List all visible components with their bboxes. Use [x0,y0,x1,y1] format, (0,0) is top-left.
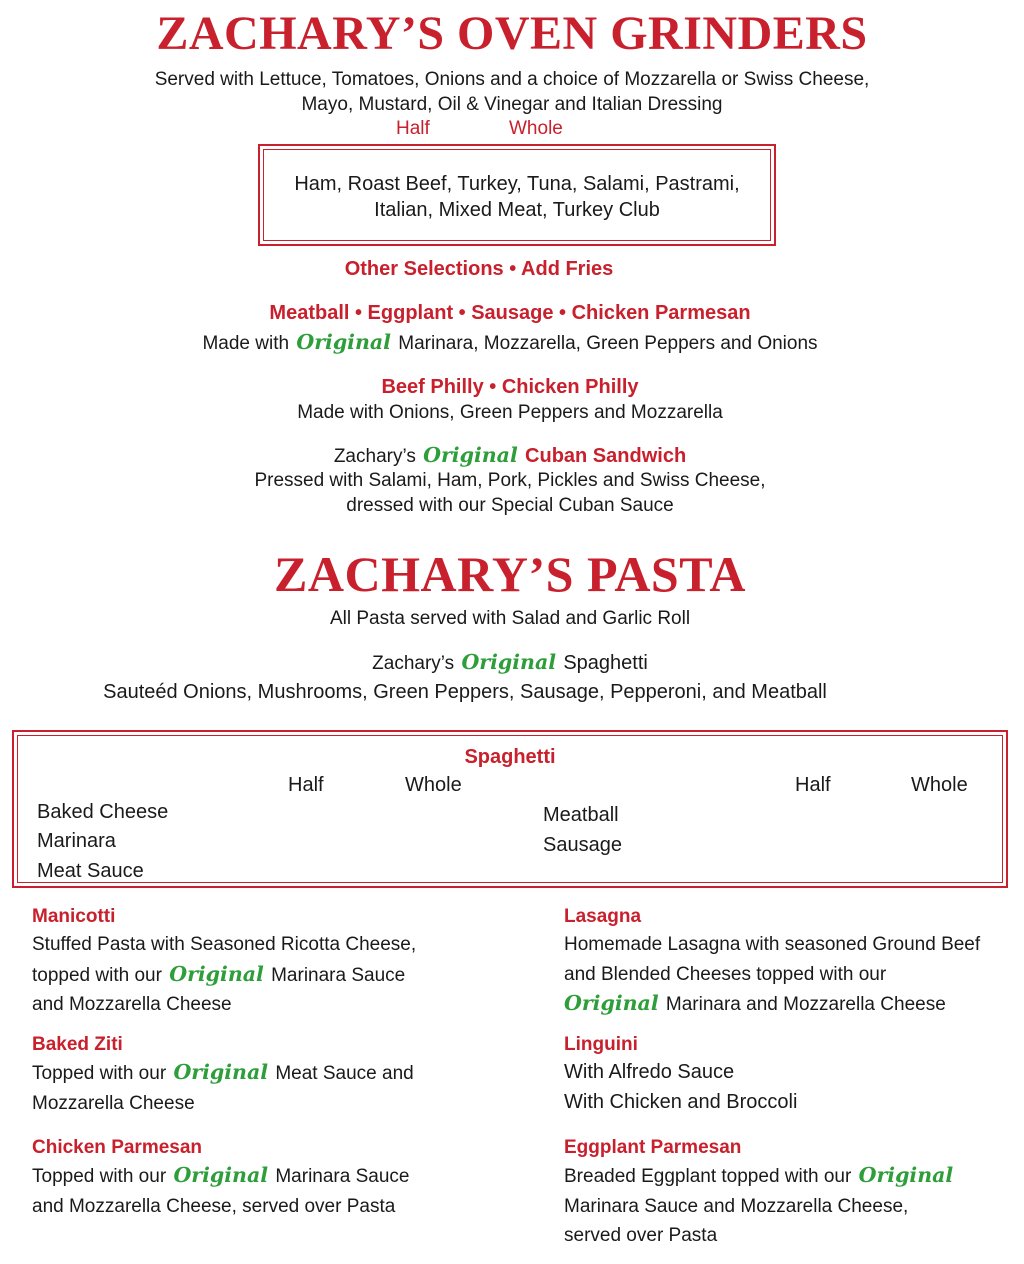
grinders-half-label: Half [396,118,430,139]
pasta-title: ZACHARY’S PASTA [274,546,746,602]
other-selections: Other Selections • Add Fries [344,258,614,280]
philly-desc: Made with Onions, Green Peppers and Mozzarella [297,402,723,423]
item-manicotti [32,904,416,1020]
original-script: Original [858,1163,954,1187]
box-item-meat-sauce: Meat Sauce [37,860,144,882]
item-title: Eggplant Parmesan [564,1137,742,1158]
cuban-pre: Zachary’s [333,446,416,467]
box-item-baked-cheese: Baked Cheese [37,801,169,823]
philly-title: Beef Philly • Chicken Philly [381,376,639,398]
box-half-left: Half [288,774,324,796]
item-desc [32,1058,414,1089]
spaghetti-box-title: Spaghetti [464,746,556,768]
box-item-sausage: Sausage [543,834,622,856]
item-desc [32,1161,409,1192]
item-desc: and Mozzarella Cheese [32,994,232,1015]
cuban-title-line [0,443,1020,469]
parm-title: Meatball • Eggplant • Sausage • Chicken Parmesan [269,302,751,324]
grinders-intro-line1: Served with Lettuce, Tomatoes, Onions and a choice of Mozzarella or Swiss Cheese, [154,69,870,90]
item-desc: Mozzarella Cheese [32,1092,195,1114]
item-title: Manicotti [32,906,116,927]
item-title: Baked Ziti [32,1034,123,1055]
item-desc: With Alfredo Sauce [564,1061,735,1083]
item-desc: served over Pasta [564,1225,718,1246]
item-desc [564,1161,955,1192]
item-baked-ziti [32,1032,414,1118]
item-desc [564,989,980,1020]
box-item-marinara: Marinara [37,830,116,852]
item-title: Chicken Parmesan [32,1137,203,1158]
item-desc: Stuffed Pasta with Seasoned Ricotta Cheese, [32,934,417,955]
item-desc-post: Meat Sauce and [275,1063,414,1084]
item-desc-pre: Breaded Eggplant topped with our [564,1166,852,1187]
item-title: Linguini [564,1034,638,1055]
item-desc-pre: Topped with our [32,1063,167,1084]
item-desc: With Chicken and Broccoli [564,1090,798,1113]
item-desc [32,960,416,991]
item-desc-post: Marinara Sauce [275,1166,410,1187]
grinders-box-line2: Italian, Mixed Meat, Turkey Club [374,199,660,221]
cuban-desc1: Pressed with Salami, Ham, Pork, Pickles and Swiss Cheese, [254,470,766,491]
spaghetti-post: Spaghetti [563,652,648,674]
grinders-intro-line2: Mayo, Mustard, Oil & Vinegar and Italian Dressing [301,94,723,115]
spaghetti-title-line [0,650,1020,676]
item-chicken-parmesan [32,1135,409,1221]
box-whole-right: Whole [911,774,968,796]
pasta-subtitle: All Pasta served with Salad and Garlic Roll [329,608,691,629]
spaghetti-box [12,730,1008,888]
item-desc: Homemade Lasagna with seasoned Ground Beef [564,934,981,955]
parm-desc [0,330,1020,356]
original-script: Original [564,991,659,1015]
original-script: Original [173,1163,269,1187]
item-title: Lasagna [564,906,642,927]
original-script: Original [461,650,557,674]
box-item-meatball: Meatball [543,804,619,826]
spaghetti-desc: Sauteéd Onions, Mushrooms, Green Peppers, Sausage, Pepperoni, and Meatball [103,681,827,703]
item-eggplant-parmesan [564,1135,955,1251]
box-whole-left: Whole [405,774,462,796]
parm-desc-pre: Made with [202,333,290,354]
item-lasagna [564,904,980,1020]
grinders-title: ZACHARY’S OVEN GRINDERS [156,7,868,60]
item-desc-post: Marinara and Mozzarella Cheese [665,994,946,1015]
item-desc-post: Marinara Sauce [271,964,406,986]
item-desc-pre: Topped with our [32,1166,167,1187]
item-desc: and Blended Cheeses topped with our [564,963,887,985]
grinders-box-line1: Ham, Roast Beef, Turkey, Tuna, Salami, Pastrami, [294,173,740,195]
item-desc: and Mozzarella Cheese, served over Pasta [32,1195,396,1217]
spaghetti-pre: Zachary’s [372,653,455,674]
original-script: Original [296,330,391,354]
original-script: Original [423,443,518,467]
parm-desc-post: Marinara, Mozzarella, Green Peppers and Onions [398,333,818,354]
original-script: Original [173,1060,269,1084]
item-desc: Marinara Sauce and Mozzarella Cheese, [564,1195,909,1217]
grinders-whole-label: Whole [509,118,563,139]
cuban-desc2: dressed with our Special Cuban Sauce [346,495,674,516]
cuban-title: Cuban Sandwich [525,445,687,467]
grinders-sandwich-box [258,144,776,246]
item-linguini [564,1032,797,1117]
original-script: Original [169,961,264,986]
box-half-right: Half [795,774,831,796]
item-desc-pre: topped with our [32,964,162,986]
